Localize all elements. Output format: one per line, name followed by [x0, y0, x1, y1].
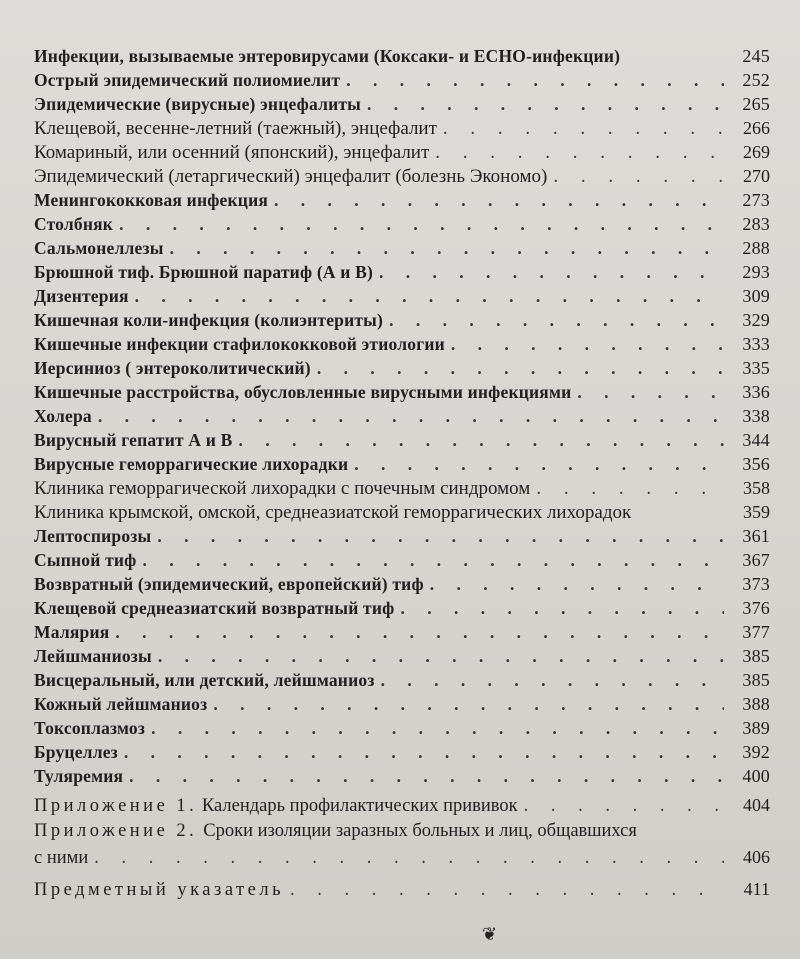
- toc-entry-page: 269: [743, 142, 770, 162]
- toc-entry: [34, 188, 770, 212]
- toc-entry: [34, 524, 770, 548]
- table-of-contents: [34, 44, 770, 902]
- toc-entry-page: 266: [743, 118, 770, 138]
- toc-entry-title: Сыпной тиф: [34, 550, 137, 570]
- leader-dots: [430, 572, 724, 596]
- toc-entry: [34, 44, 770, 68]
- leader-dots: [119, 212, 724, 236]
- toc-entry-title: Эпидемический (летаргический) энцефалит (болезнь Экономо): [34, 166, 548, 187]
- leader-dots: [151, 716, 724, 740]
- toc-entry-title: Кожный лейшманиоз: [34, 694, 208, 714]
- subject-index-page: 411: [743, 879, 770, 899]
- appendix-2-label: Приложение 2.: [34, 821, 198, 841]
- leader-dots: [553, 165, 724, 189]
- toc-entry-page: 288: [742, 238, 770, 258]
- toc-entry-title: Вирусные геморрагические лихорадки: [34, 454, 349, 474]
- toc-entry-title: Возвратный (эпидемический, европейский) тиф: [34, 574, 424, 594]
- toc-entry-page: 392: [742, 742, 770, 762]
- leader-dots: [142, 548, 724, 572]
- toc-entry-page: 270: [743, 166, 770, 186]
- toc-entry-page: 335: [742, 358, 770, 378]
- toc-entry-title: Кишечные инфекции стафилококковой этиологии: [34, 334, 445, 354]
- toc-entry: [34, 476, 770, 500]
- leader-dots: [389, 308, 724, 332]
- toc-entry-page: 359: [743, 502, 770, 522]
- toc-entry-page: 356: [742, 454, 770, 474]
- toc-entry: [34, 548, 770, 572]
- leader-dots: [367, 92, 724, 116]
- toc-entry-page: 329: [742, 310, 770, 330]
- leader-dots: [94, 845, 724, 871]
- toc-entry-page: 265: [742, 94, 770, 114]
- toc-entry-page: 344: [742, 430, 770, 450]
- toc-entry-title: Холера: [34, 406, 92, 426]
- page-ornament-icon: ❦: [482, 924, 498, 944]
- leader-dots: [98, 404, 724, 428]
- leader-dots: [577, 380, 724, 404]
- leader-dots: [379, 260, 724, 284]
- toc-entry-title: Эпидемические (вирусные) энцефалиты: [34, 94, 362, 114]
- toc-entry-page: 283: [742, 214, 770, 234]
- toc-entry: [34, 116, 770, 140]
- leader-dots: [124, 740, 724, 764]
- toc-entry-title: Лейшманиозы: [34, 646, 152, 666]
- toc-entry: [34, 572, 770, 596]
- leader-dots: [524, 793, 724, 819]
- leader-dots: [157, 524, 724, 548]
- toc-entry-title: Висцеральный, или детский, лейшманиоз: [34, 670, 375, 690]
- leader-dots: [274, 188, 724, 212]
- leader-dots: [435, 141, 724, 165]
- toc-entry-title: Малярия: [34, 622, 110, 642]
- leader-dots: [115, 620, 724, 644]
- toc-entry: [34, 644, 770, 668]
- toc-entry-page: 385: [742, 670, 770, 690]
- toc-entries: [34, 44, 770, 788]
- toc-entry-page: 309: [742, 286, 770, 306]
- toc-entry: [34, 620, 770, 644]
- toc-entry-page: 338: [742, 406, 770, 426]
- toc-entry-page: 336: [742, 382, 770, 402]
- toc-entry-title: Столбняк: [34, 214, 114, 234]
- toc-entry: [34, 596, 770, 620]
- toc-entry-page: 376: [742, 598, 770, 618]
- toc-entry-subject-index: [34, 876, 770, 902]
- subject-index-label: Предметный указатель: [34, 880, 285, 900]
- leader-dots: [129, 764, 724, 788]
- appendix-2-title-line1: Сроки изоляции заразных больных и лиц, общавшихся: [203, 821, 637, 841]
- toc-entry: [34, 452, 770, 476]
- toc-entry-page: 361: [742, 526, 770, 546]
- toc-entry: [34, 380, 770, 404]
- toc-entry-title: Бруцеллез: [34, 742, 118, 762]
- leader-dots: [317, 356, 724, 380]
- toc-entry: [34, 332, 770, 356]
- toc-entry-title: Туляремия: [34, 766, 124, 786]
- leader-dots: [536, 477, 724, 501]
- toc-entry: [34, 284, 770, 308]
- toc-entry: [34, 500, 770, 524]
- toc-entry-page: 367: [742, 550, 770, 570]
- toc-entry-title: Кишечная коли-инфекция (колиэнтериты): [34, 310, 384, 330]
- toc-entry-page: 377: [742, 622, 770, 642]
- appendix-1-page: 404: [743, 795, 770, 815]
- appendix-2-page: 406: [743, 847, 770, 867]
- toc-entry-title: Менингококковая инфекция: [34, 190, 269, 210]
- toc-entry-title: Клиника геморрагической лихорадки с почечным синдромом: [34, 478, 531, 499]
- toc-entry: [34, 692, 770, 716]
- toc-entry-appendix-1: [34, 792, 770, 818]
- leader-dots: [135, 284, 724, 308]
- toc-entry: [34, 428, 770, 452]
- toc-entry: [34, 668, 770, 692]
- toc-entry: [34, 260, 770, 284]
- toc-entry-page: 273: [742, 190, 770, 210]
- toc-entry-title: Клещевой среднеазиатский возвратный тиф: [34, 598, 395, 618]
- leader-dots: [443, 117, 724, 141]
- toc-entry-page: 388: [742, 694, 770, 714]
- toc-entry: [34, 140, 770, 164]
- appendix-2-title-line2: с ними: [34, 848, 89, 868]
- toc-entry-page: 373: [742, 574, 770, 594]
- toc-entry-page: 333: [742, 334, 770, 354]
- toc-entry: [34, 236, 770, 260]
- toc-entry-page: 293: [742, 262, 770, 282]
- toc-entry-title: Клещевой, весенне-летний (таежный), энцефалит: [34, 118, 437, 139]
- toc-entry: [34, 164, 770, 188]
- leader-dots: [346, 68, 724, 92]
- toc-entry-title: Лептоспирозы: [34, 526, 152, 546]
- toc-entry: [34, 68, 770, 92]
- leader-dots: [213, 692, 724, 716]
- toc-entry-page: 252: [742, 70, 770, 90]
- toc-entry-title: Острый эпидемический полиомиелит: [34, 70, 341, 90]
- toc-entry: [34, 716, 770, 740]
- leader-dots: [290, 877, 724, 903]
- leader-dots: [170, 236, 724, 260]
- toc-entry-title: Кишечные расстройства, обусловленные вирусными инфекциями: [34, 382, 572, 402]
- toc-entry-page: 385: [742, 646, 770, 666]
- toc-entry-page: 358: [743, 478, 770, 498]
- toc-entry-page: 245: [742, 46, 770, 66]
- toc-entry-appendix-2: [34, 818, 770, 870]
- leader-dots: [451, 332, 724, 356]
- toc-entry: [34, 404, 770, 428]
- toc-entry-title: Сальмонеллезы: [34, 238, 164, 258]
- appendix-1-title: Календарь профилактических прививок: [201, 796, 518, 816]
- toc-entry-title: Иерсиниоз ( энтероколитический): [34, 358, 311, 378]
- leader-dots: [400, 596, 724, 620]
- leader-dots: [354, 452, 724, 476]
- leader-dots: [239, 428, 725, 452]
- toc-entry: [34, 308, 770, 332]
- leader-dots: [381, 668, 724, 692]
- toc-entry-title: Брюшной тиф. Брюшной паратиф (А и В): [34, 262, 374, 282]
- leader-dots: [158, 644, 724, 668]
- toc-entry-title: Инфекции, вызываемые энтеровирусами (Коксаки- и ЕСНО-инфекции): [34, 46, 621, 66]
- toc-entry-page: 389: [742, 718, 770, 738]
- toc-entry: [34, 764, 770, 788]
- toc-entry-page: 400: [742, 766, 770, 786]
- toc-entry-title: Дизентерия: [34, 286, 129, 306]
- toc-entry-title: Вирусный гепатит А и В: [34, 430, 233, 450]
- appendix-1-label: Приложение 1.: [34, 796, 198, 816]
- toc-entry: [34, 356, 770, 380]
- toc-entry-title: Токсоплазмоз: [34, 718, 146, 738]
- toc-entry: [34, 92, 770, 116]
- toc-entry-title: Комариный, или осенний (японский), энцефалит: [34, 142, 430, 163]
- toc-entry-title: Клиника крымской, омской, среднеазиатской геморрагических лихорадок: [34, 502, 632, 523]
- toc-entry: [34, 740, 770, 764]
- toc-entry: [34, 212, 770, 236]
